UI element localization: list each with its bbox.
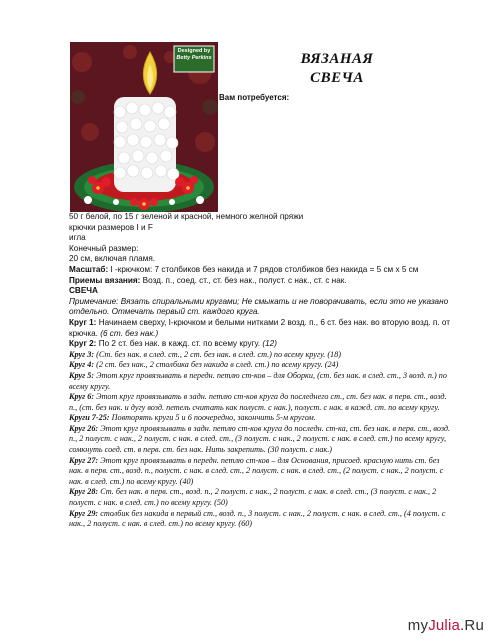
techniques-text: Возд. п., соед. ст., ст. без нак., полуст. с нак., ст. с нак. xyxy=(140,275,347,285)
materials-line: 20 см, включая пламя. xyxy=(69,254,156,264)
round-text: Этот круг провязывать в передн. петлю ст-ков – для Оборки, (ст. без нак. в след. ст., 3 возд. п.) по всему кругу. xyxy=(69,370,447,391)
designer-badge xyxy=(174,48,214,62)
round-count: (12) xyxy=(260,339,277,349)
round-label: Круг 27: xyxy=(69,455,99,465)
round-item xyxy=(69,413,455,424)
watermark-pre: my xyxy=(407,617,429,634)
note-text: Вязать спиральными кругами; Не смыкать и не поворачивать, если это не указано отдельно. Отмечать первый ст. каждого круга. xyxy=(69,296,449,317)
round-label: Круг 4: xyxy=(69,360,95,370)
gauge-text: I -крючком: 7 столбиков без накида и 7 рядов столбиков без накида = 5 см х 5 см xyxy=(108,264,419,274)
round-item xyxy=(69,360,455,371)
candle-photo xyxy=(70,42,218,212)
gauge xyxy=(69,265,455,276)
techniques-label: Приемы вязания: xyxy=(69,275,141,285)
round-label: Круг 6: xyxy=(69,392,95,402)
title-line-2: СВЕЧА xyxy=(310,70,364,86)
pattern-text xyxy=(69,212,455,530)
round-text: Повторять круги 5 и 6 поочередно, закончить 5-м кругом. xyxy=(109,413,316,423)
round-item xyxy=(69,350,455,361)
watermark-accent: Julia xyxy=(428,617,461,634)
round-text: Этот круг провязывать в задн. петлю ст-ков круга до последн. ст-ка, ст. без нак. в перв. ст., возд. п., 2 полуст. с нак., 2 полуст. с нак. в след. ст., (3 полуст. с нак., 2 полуст. с нак. в след. ст.) по всему кругу, сомкнуть соед. ст. в перв. ст. без нак. Нить закрепить. (30 полуст. с нак.) xyxy=(69,423,451,455)
round-label: Круг 1: xyxy=(69,317,97,327)
round-text: Ст. без нак. в перв. ст., возд. п., 2 полуст. с нак., 2 полуст. с нак. в след. ст., (3 полуст. с нак., 2 полуст. с нак. в след. ст.) по всему кругу. (50) xyxy=(69,487,437,508)
round-item xyxy=(69,509,455,530)
round-text: Начинаем сверху, I-крючком и белыми нитками 2 возд. п., 6 ст. без нак. во вторую возд. п. от крючка. xyxy=(69,317,451,338)
note-label: Примечание: xyxy=(69,296,119,306)
title-line-1: ВЯЗАНАЯ xyxy=(300,51,374,67)
round-label: Круги 7-25: xyxy=(69,413,110,423)
techniques xyxy=(69,276,455,287)
rounds-list xyxy=(69,350,455,530)
candle-illustration xyxy=(70,42,218,212)
round-text: (Ст. без нак. в след. ст., 2 ст. без нак. в след. ст.) по всему кругу. (18) xyxy=(94,349,341,359)
gauge-label: Масштаб: xyxy=(69,264,109,274)
badge-line-1: Designed by xyxy=(177,48,211,54)
round-label: Круг 28: xyxy=(69,487,99,497)
site-watermark xyxy=(408,617,484,634)
round-label: Круг 26: xyxy=(69,423,99,433)
round-item xyxy=(69,424,455,456)
materials-line: игла xyxy=(69,233,86,243)
round-item xyxy=(69,371,455,392)
watermark-post: .Ru xyxy=(460,617,484,634)
round-label: Круг 3: xyxy=(69,349,95,359)
needs-label: Вам потребуется: xyxy=(219,93,290,102)
round-text: столбик без накида в первый ст., возд. п., 3 полуст. с нак., 2 полуст. с нак. в след. ст., (4 полуст. с нак., 2 полуст. с нак. в след. ст.) по всему кругу. (60) xyxy=(69,508,446,529)
section-heading: СВЕЧА xyxy=(69,286,98,296)
round-label: Круг 29: xyxy=(69,508,99,518)
round-item xyxy=(69,392,455,413)
round-item xyxy=(69,456,455,488)
materials-line: Конечный размер: xyxy=(69,243,139,253)
note xyxy=(69,297,455,318)
round-label: Круг 5: xyxy=(69,370,95,380)
round-label: Круг 2: xyxy=(69,339,97,349)
badge-line-2: Betty Perkins xyxy=(176,55,212,61)
round-2 xyxy=(69,339,455,350)
materials-line: 50 г белой, по 15 г зеленой и красной, немного желной пряжи xyxy=(69,212,304,221)
round-text: Этот круг провязывать в передн. петлю ст-ков – для Основания, присоед. красную нить ст. без нак. в перв. ст., возд. п., полуст. с нак. в след. ст., 2 полуст. с нак. в след. ст., (2 полуст. с нак., 2 полуст. с нак. в след. ст.) по всему кругу. (40) xyxy=(69,455,444,486)
round-count: (6 ст. без нак.) xyxy=(97,328,159,338)
round-text: (2 ст. без нак., 2 столбика без накида в след. ст.) по всему кругу. (24) xyxy=(94,360,339,370)
round-text: По 2 ст. без нак. в кажд. ст. по всему кругу. xyxy=(96,339,261,349)
round-text: Этот круг провязывать в задн. петлю ст-ков круга до последнего ст., ст. без нак. в перв. ст., возд. п., (ст. без нак. и дугу возд. петель считать как полуст. с нак.), полуст. с нак. в кажд. ст. по всему кругу. xyxy=(69,392,447,412)
round-1 xyxy=(69,318,455,339)
page-title xyxy=(282,50,392,88)
round-item xyxy=(69,487,455,508)
materials-line: крючки размеров I и F xyxy=(69,222,153,232)
